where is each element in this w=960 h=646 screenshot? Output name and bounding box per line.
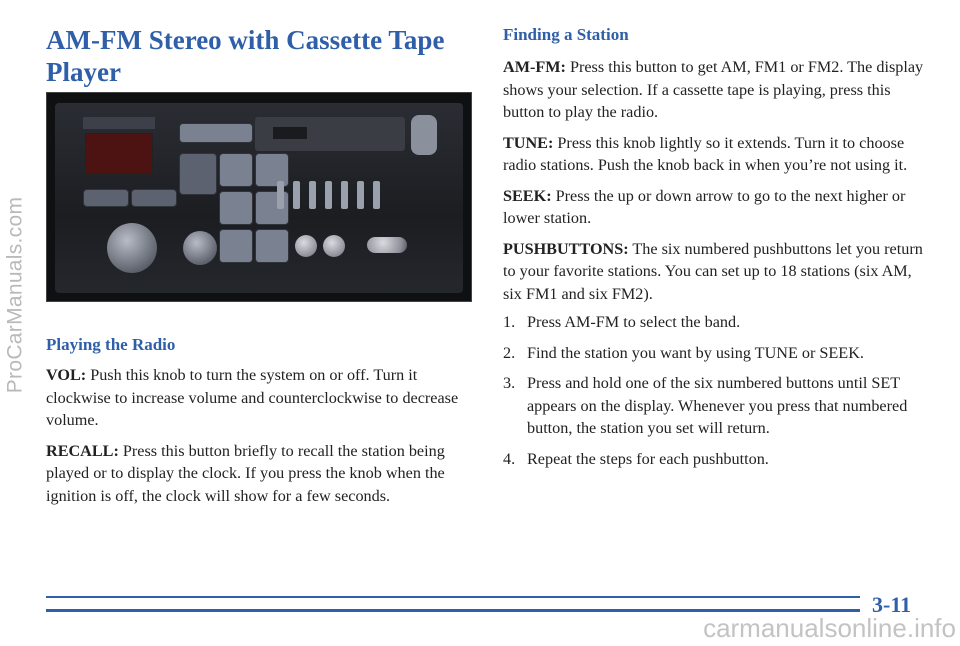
amfm-paragraph — [503, 56, 928, 124]
amfm-text: Press this button to get AM, FM1 or FM2. The display shows your selection. If a cassette tape is playing, press this button to play the radio. — [503, 58, 924, 121]
recall-text: Press this button briefly to recall the station being played or to display the clock. If you press the knob when the ignition is off, the clock will show for a few seconds. — [46, 441, 445, 505]
tune-paragraph — [503, 132, 928, 177]
vol-text: Push this knob to turn the system on or off. Turn it clockwise to increase volume and counterclockwise to decrease volume. — [46, 366, 459, 429]
balance-knob — [295, 235, 317, 257]
title-line-1: AM-FM Stereo with Cassette Tape Player — [46, 25, 445, 87]
clock-button-shape — [131, 189, 177, 207]
watermark — [2, 60, 28, 530]
tune-text: Press this knob lightly so it extends. Turn it to choose radio stations. Push the knob back in when you’re not using it. — [503, 133, 908, 174]
radio-illustration — [46, 92, 472, 302]
seek-button-shape — [179, 153, 217, 195]
seek-term: SEEK: — [503, 186, 552, 205]
list-item: 2. Find the station you want by using TUNE or SEEK. — [503, 343, 864, 362]
vol-knob — [107, 223, 157, 273]
seek-text: Press the up or down arrow to go to the next higher or lower station. — [503, 186, 906, 227]
recall-paragraph — [46, 440, 471, 508]
seek-paragraph — [503, 185, 928, 230]
list-item: 3. Press and hold one of the six numbered buttons until SET appears on the display. Whenever you press that numbered button, the station you set will return. — [503, 374, 908, 437]
vol-paragraph — [46, 364, 471, 432]
radio-label-strip — [83, 117, 155, 129]
tune-knob — [183, 231, 217, 265]
amfm-button-shape — [179, 123, 253, 143]
tune-term: TUNE: — [503, 133, 554, 152]
cassette-door — [255, 117, 405, 151]
recall-term: RECALL: — [46, 441, 119, 460]
vol-term: VOL: — [46, 366, 87, 384]
radio-faceplate — [55, 103, 463, 293]
site-footer-watermark: carmanualsonline.info — [703, 613, 956, 643]
preset-3-button-shape — [219, 191, 253, 225]
recall-button-shape — [83, 189, 129, 207]
pushbuttons-paragraph — [503, 238, 928, 306]
footer-rule-thick — [46, 609, 860, 612]
footer-rule-thin — [46, 596, 860, 598]
finding-heading: Finding a Station — [503, 25, 629, 44]
playing-section — [46, 334, 471, 507]
equalizer-sliders — [273, 171, 393, 217]
radio-display — [85, 133, 153, 175]
eject-button-shape — [411, 115, 437, 155]
preset-6-button-shape — [255, 229, 289, 263]
fade-knob — [323, 235, 345, 257]
watermark-text: ProCarManuals.com — [3, 196, 26, 394]
preset-1-button-shape — [219, 153, 253, 187]
pushbuttons-term: PUSHBUTTONS: — [503, 239, 629, 258]
playing-heading: Playing the Radio — [46, 335, 176, 354]
steps-list — [503, 311, 928, 470]
page-number: 3-11 — [872, 592, 912, 617]
band-slider — [367, 237, 407, 253]
preset-5-button-shape — [219, 229, 253, 263]
amfm-term: AM-FM: — [503, 58, 566, 76]
right-column — [503, 24, 928, 478]
list-item: 4. Repeat the steps for each pushbutton. — [503, 449, 769, 468]
cassette-window — [273, 127, 307, 139]
list-item: 1. Press AM-FM to select the band. — [503, 313, 741, 331]
pushbuttons-text: The six numbered pushbuttons let you return to your favorite stations. You can set up to 18 stations (six AM, six FM1 and six FM2). — [503, 239, 923, 303]
